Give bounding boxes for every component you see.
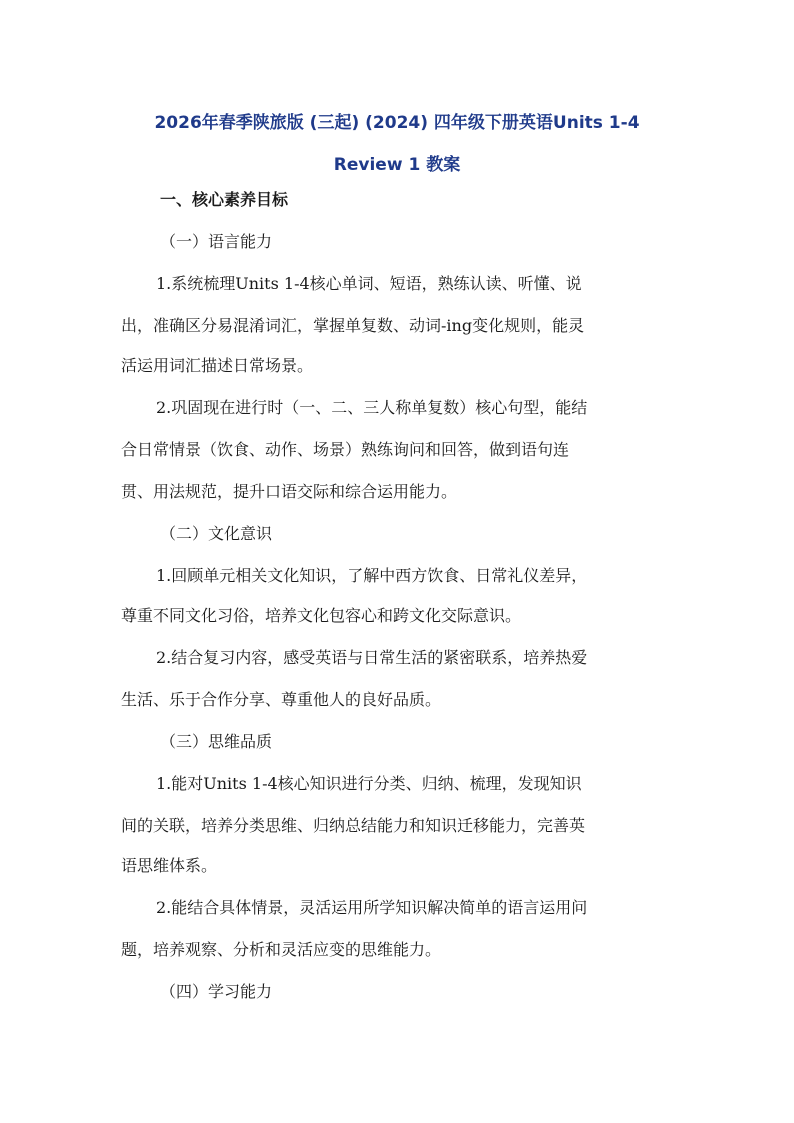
- paragraph-line: 合日常情景（饮食、动作、场景）熟练询问和回答，做到语句连: [121, 440, 570, 459]
- paragraph-line: 出，准确区分易混淆词汇，掌握单复数、动词-ing变化规则，能灵: [121, 316, 585, 335]
- paragraph-line: 间的关联，培养分类思维、归纳总结能力和知识迁移能力，完善英: [121, 816, 586, 835]
- paragraph-line: 活运用词汇描述日常场景。: [121, 356, 314, 375]
- subheading-thinking-quality: （三）思维品质: [160, 732, 273, 751]
- paragraph-line: 2.结合复习内容，感受英语与日常生活的紧密联系，培养热爱: [156, 648, 588, 667]
- subheading-cultural-awareness: （二）文化意识: [160, 524, 273, 543]
- paragraph-line: 题，培养观察、分析和灵活应变的思维能力。: [121, 940, 442, 959]
- document-title-line-2: Review 1 教案: [333, 155, 461, 175]
- paragraph-line: 贯、用法规范，提升口语交际和综合运用能力。: [121, 482, 458, 501]
- subheading-learning-ability: （四）学习能力: [160, 982, 273, 1001]
- paragraph-line: 2.巩固现在进行时（一、二、三人称单复数）核心句型，能结: [156, 398, 588, 417]
- paragraph-line: 生活、乐于合作分享、尊重他人的良好品质。: [121, 690, 442, 709]
- paragraph-line: 尊重不同文化习俗，培养文化包容心和跨文化交际意识。: [121, 606, 522, 625]
- document-title-line-1: 2026年春季陕旅版 (三起) (2024) 四年级下册英语Units 1-4: [154, 113, 640, 133]
- section-heading-core-goals: 一、核心素养目标: [160, 190, 289, 209]
- paragraph-line: 2.能结合具体情景，灵活运用所学知识解决简单的语言运用问: [156, 898, 588, 917]
- paragraph-line: 语思维体系。: [121, 856, 218, 875]
- subheading-language-ability: （一）语言能力: [160, 232, 273, 251]
- paragraph-line: 1.回顾单元相关文化知识，了解中西方饮食、日常礼仪差异，: [156, 566, 588, 585]
- paragraph-line: 1.能对Units 1-4核心知识进行分类、归纳、梳理，发现知识: [156, 774, 582, 793]
- paragraph-line: 1.系统梳理Units 1-4核心单词、短语，熟练认读、听懂、说: [156, 274, 582, 293]
